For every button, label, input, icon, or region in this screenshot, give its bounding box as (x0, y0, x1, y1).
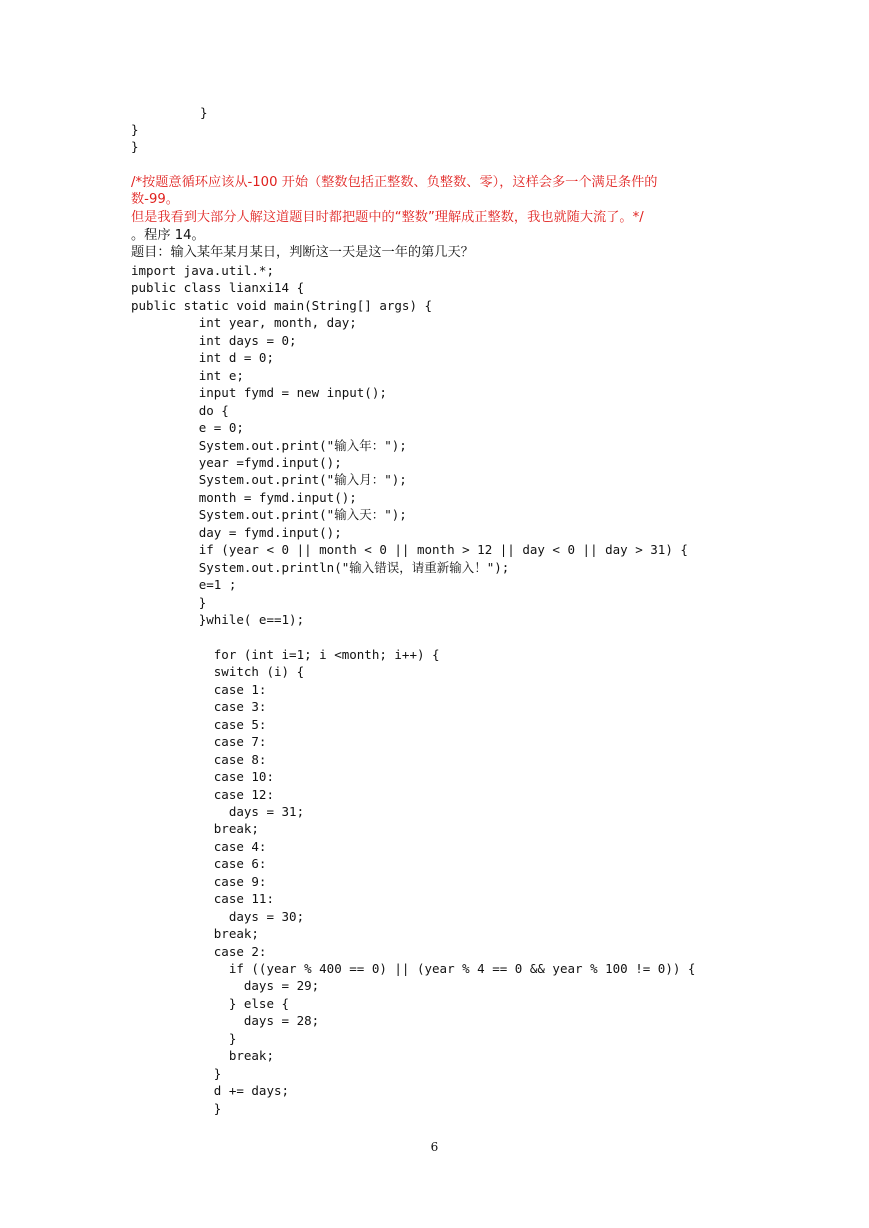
code-line: } (131, 1065, 222, 1081)
code-line: case 10: (131, 769, 274, 785)
code-line: e = 0; (131, 420, 244, 436)
code-line: for (int i=1; i <month; i++) { (131, 646, 440, 662)
closing-brace: } (131, 122, 139, 137)
code-line: input fymd = new input(); (131, 385, 387, 401)
page-number: 6 (430, 1140, 439, 1154)
code-line: d += days; (131, 1083, 290, 1099)
code-line: break; (131, 1048, 274, 1064)
code-line: break; (131, 926, 259, 942)
code-line: case 7: (131, 734, 267, 750)
code-line: System.out.println("输入错误，请重新输入！"); (131, 559, 510, 575)
code-line: import java.util.*; (131, 263, 274, 278)
code-line: } (131, 1030, 237, 1046)
code-line: } (131, 1100, 222, 1116)
code-line: int year, month, day; (131, 315, 357, 331)
code-line: System.out.print("输入天："); (131, 507, 407, 523)
code-line: case 4: (131, 838, 267, 854)
closing-brace: } (200, 105, 208, 120)
code-line: switch (i) { (131, 664, 305, 680)
closing-brace: } (131, 139, 139, 154)
code-line: case 8: (131, 751, 267, 767)
code-line: System.out.print("输入年："); (131, 437, 407, 453)
code-line: int d = 0; (131, 350, 274, 366)
code-line: } (131, 594, 207, 610)
code-line: case 2: (131, 943, 267, 959)
code-line: case 3: (131, 699, 267, 715)
program-label: 。程序 14。 (131, 228, 205, 243)
code-line: case 11: (131, 891, 274, 907)
code-line: System.out.print("输入月："); (131, 472, 407, 488)
code-line: day = fymd.input(); (131, 524, 342, 540)
code-line: days = 30; (131, 908, 305, 924)
code-line: case 9: (131, 873, 267, 889)
code-line: break; (131, 821, 259, 837)
code-line: case 5: (131, 716, 267, 732)
code-line: public class lianxi14 { (131, 280, 305, 296)
code-line: case 12: (131, 786, 274, 802)
code-line: case 1: (131, 681, 267, 697)
code-line: int days = 0; (131, 332, 297, 348)
code-line: if ((year % 400 == 0) || (year % 4 == 0 && year % 100 != 0)) { (131, 961, 696, 976)
code-line: days = 28; (131, 1013, 320, 1029)
code-line: days = 29; (131, 978, 320, 994)
problem-statement: 题目：输入某年某月某日，判断这一天是这一年的第几天？ (131, 245, 474, 260)
code-line: }while( e==1); (131, 612, 305, 627)
code-line: } else { (131, 995, 290, 1011)
comment-line: /*按题意循环应该从-100 开始（整数包括正整数、负整数、零），这样会多一个满足条件的 (131, 175, 658, 190)
code-line: public static void main(String[] args) { (131, 297, 433, 313)
code-line: year =fymd.input(); (131, 454, 342, 470)
code-line: do { (131, 402, 229, 418)
comment-line: 但是我看到大部分人解这道题目时都把题中的“整数”理解成正整数，我也就随大流了。*/ (131, 210, 644, 225)
code-line: case 6: (131, 856, 267, 872)
code-line: e=1 ; (131, 577, 237, 593)
code-line: int e; (131, 367, 244, 383)
code-line: month = fymd.input(); (131, 489, 357, 505)
code-line: if (year < 0 || month < 0 || month > 12 || day < 0 || day > 31) { (131, 542, 688, 558)
comment-line: 数-99。 (131, 192, 179, 207)
code-line: days = 31; (131, 803, 305, 819)
